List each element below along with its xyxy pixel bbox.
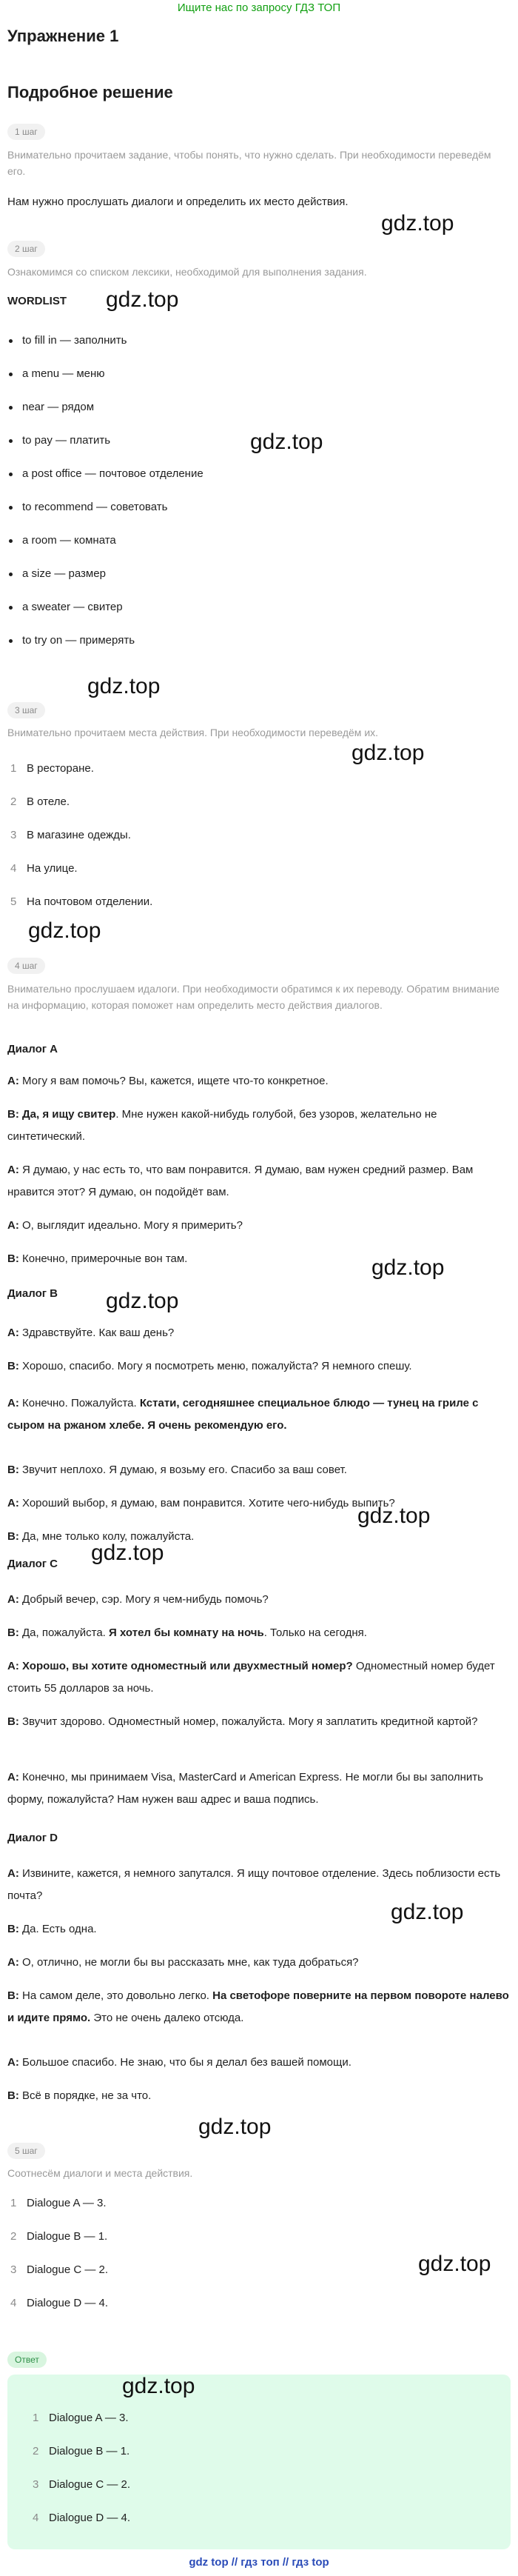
step-4-badge: 4 шаг	[7, 958, 45, 974]
step-5-hint: Соотнесём диалоги и места действия.	[7, 2167, 193, 2179]
match-item: 2 Dialogue B — 1.	[10, 2230, 108, 2243]
dialogue-line: В: Да. Есть одна.	[7, 1923, 97, 1935]
dialogue-line: А: Хорошо, вы хотите одноместный или двухместный номер? Одноместный номер будет стоить 55 долларов за ночь.	[7, 1660, 495, 1695]
dialogue-c-title: Диалог С	[7, 1558, 58, 1570]
dialogue-line: А: О, выглядит идеально. Могу я примерить?	[7, 1219, 243, 1232]
top-search-link[interactable]: Ищите нас по запросу ГДЗ ТОП	[177, 1, 341, 14]
word-item: a menu — меню	[22, 367, 105, 380]
step-2-badge: 2 шаг	[7, 241, 45, 257]
place-item: 2 В отеле.	[10, 795, 70, 808]
answer-item: 2 Dialogue B — 1.	[33, 2445, 130, 2457]
place-item: 1 В ресторане.	[10, 762, 94, 775]
dialogue-line: В: Всё в порядке, не за что.	[7, 2089, 152, 2102]
watermark: gdz.top	[381, 211, 454, 236]
watermark: gdz.top	[418, 2252, 491, 2276]
word-item: a post office — почтовое отделение	[22, 467, 204, 480]
answer-badge: Ответ	[7, 2352, 47, 2368]
dialogue-line: А: Здравствуйте. Как ваш день?	[7, 1327, 175, 1339]
watermark: gdz.top	[352, 741, 425, 765]
dialogue-line: А: Я думаю, у нас есть то, что вам понравится. Я думаю, вам нужен средний размер. Вам нравится этот? Я думаю, он подойдёт вам.	[7, 1164, 474, 1198]
place-item: 3 В магазине одежды.	[10, 829, 131, 841]
dialogue-line: А: Конечно. Пожалуйста. Кстати, сегодняшнее специальное блюдо — тунец на гриле с сыром на ржаном хлебе. Я очень рекомендую его.	[7, 1397, 479, 1432]
answer-item: 4 Dialogue D — 4.	[33, 2512, 131, 2524]
dialogue-line: В: Да, пожалуйста. Я хотел бы комнату на ночь. Только на сегодня.	[7, 1626, 367, 1639]
watermark: gdz.top	[87, 674, 161, 698]
dialogue-a-title: Диалог А	[7, 1043, 58, 1055]
dialogue-line: А: Конечно, мы принимаем Visa, MasterCard и American Express. Не могли бы вы заполнить форму, пожалуйста? Нам нужен ваш адрес и ваша подпись.	[7, 1771, 483, 1806]
dialogue-line: В: Конечно, примерочные вон там.	[7, 1252, 188, 1265]
dialogue-line: В: Звучит здорово. Одноместный номер, пожалуйста. Могу я заплатить кредитной картой?	[7, 1715, 478, 1728]
match-item: 4 Dialogue D — 4.	[10, 2297, 109, 2309]
match-item: 1 Dialogue A — 3.	[10, 2197, 107, 2209]
watermark: gdz.top	[91, 1541, 164, 1565]
step-5-badge: 5 шаг	[7, 2143, 45, 2159]
word-item: to pay — платить	[22, 434, 111, 447]
answer-item: 3 Dialogue C — 2.	[33, 2478, 131, 2491]
answer-item: 1 Dialogue A — 3.	[33, 2412, 129, 2424]
dialogue-line: А: Извините, кажется, я немного запутался. Я ищу почтовое отделение. Здесь поблизости есть почта?	[7, 1867, 501, 1902]
watermark: gdz.top	[106, 287, 179, 312]
dialogue-line: В: На самом деле, это довольно легко. На светофоре поверните на первом повороте налево и идите прямо. Это не очень далеко отсюда.	[7, 1989, 509, 2024]
word-item: a sweater — свитер	[22, 601, 123, 613]
dialogue-line: А: Добрый вечер, сэр. Могу я чем-нибудь помочь?	[7, 1593, 269, 1606]
solution-title: Подробное решение	[7, 83, 173, 101]
place-item: 4 На улице.	[10, 862, 78, 875]
word-item: a room — комната	[22, 534, 116, 547]
word-item: a size — размер	[22, 567, 106, 580]
step-1-hint: Внимательно прочитаем задание, чтобы понять, что нужно сделать. При необходимости переведём его.	[7, 149, 491, 177]
watermark: gdz.top	[122, 2374, 195, 2398]
watermark: gdz.top	[357, 1504, 431, 1528]
dialogue-b-title: Диалог В	[7, 1287, 58, 1300]
exercise-title: Упражнение 1	[7, 27, 119, 45]
place-item: 5 На почтовом отделении.	[10, 895, 153, 908]
dialogue-line: А: Большое спасибо. Не знаю, что бы я делал без вашей помощи.	[7, 2056, 352, 2069]
step-3-badge: 3 шаг	[7, 702, 45, 718]
step-4-hint: Внимательно прослушаем идалоги. При необходимости обратимся к их переводу. Обратим внимание на информацию, которая поможет нам определить место действия диалогов.	[7, 983, 500, 1011]
watermark: gdz.top	[198, 2115, 272, 2139]
word-item: to try on — примерять	[22, 634, 135, 647]
footer-links[interactable]: gdz top // гдз топ // гдз top	[189, 2556, 329, 2569]
watermark: gdz.top	[371, 1255, 445, 1280]
dialogue-d-title: Диалог D	[7, 1832, 58, 1844]
word-item: to fill in — заполнить	[22, 334, 127, 347]
step-3-hint: Внимательно прочитаем места действия. При необходимости переведём их.	[7, 727, 379, 738]
step-1-badge: 1 шаг	[7, 124, 45, 140]
dialogue-line: А: Могу я вам помочь? Вы, кажется, ищете что-то конкретное.	[7, 1075, 329, 1087]
match-item: 3 Dialogue C — 2.	[10, 2263, 109, 2276]
dialogue-line: В: Да, я ищу свитер. Мне нужен какой-нибудь голубой, без узоров, желательно не синтетический.	[7, 1108, 437, 1143]
step-2-hint: Ознакомимся со списком лексики, необходимой для выполнения задания.	[7, 266, 367, 278]
watermark: gdz.top	[28, 918, 101, 943]
watermark: gdz.top	[250, 430, 323, 454]
step-1-text: Нам нужно прослушать диалоги и определить их место действия.	[7, 196, 349, 208]
word-item: near — рядом	[22, 401, 95, 413]
dialogue-line: В: Хорошо, спасибо. Могу я посмотреть меню, пожалуйста? Я немного спешу.	[7, 1360, 412, 1372]
dialogue-line: В: Звучит неплохо. Я думаю, я возьму его. Спасибо за ваш совет.	[7, 1464, 347, 1476]
dialogue-line: А: О, отлично, не могли бы вы рассказать мне, как туда добраться?	[7, 1956, 359, 1969]
word-item: to recommend — советовать	[22, 501, 168, 513]
dialogue-line: А: Хороший выбор, я думаю, вам понравится. Хотите чего-нибудь выпить?	[7, 1497, 395, 1509]
dialogue-line: В: Да, мне только колу, пожалуйста.	[7, 1530, 195, 1543]
watermark: gdz.top	[391, 1900, 464, 1924]
watermark: gdz.top	[106, 1289, 179, 1313]
wordlist-title: WORDLIST	[7, 295, 67, 307]
